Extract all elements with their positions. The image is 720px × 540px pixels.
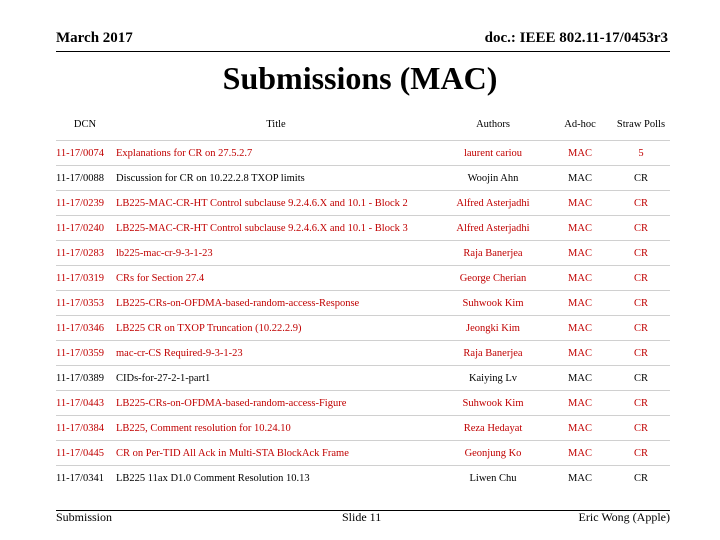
column-header-title: Title (266, 118, 286, 130)
cell-authors: Raja Banerjea (463, 347, 523, 359)
cell-straw-polls: CR (633, 397, 648, 409)
table-row (56, 191, 670, 216)
table-row (56, 216, 670, 241)
header-date: March 2017 (56, 30, 133, 46)
table-row (56, 241, 670, 266)
table-header-row (56, 108, 670, 141)
cell-dcn: 11-17/0088 (56, 172, 105, 184)
cell-authors: Alfred Asterjadhi (456, 197, 530, 209)
cell-adhoc: MAC (568, 222, 592, 234)
cell-title: LB225-MAC-CR-HT Control subclause 9.2.4.6.X and 10.1 - Block 2 (116, 197, 408, 209)
cell-authors: Geonjung Ko (464, 447, 522, 459)
table-row (56, 441, 670, 466)
cell-authors: Suhwook Kim (462, 397, 524, 409)
cell-authors: Kaiying Lv (468, 372, 518, 384)
cell-authors: Reza Hedayat (463, 422, 523, 434)
cell-adhoc: MAC (568, 322, 592, 334)
cell-title: LB225 11ax D1.0 Comment Resolution 10.13 (116, 472, 310, 484)
table-row (56, 416, 670, 441)
cell-adhoc: MAC (568, 397, 592, 409)
table-row (56, 266, 670, 291)
cell-adhoc: MAC (568, 272, 592, 284)
cell-adhoc: MAC (568, 297, 592, 309)
cell-title: mac-cr-CS Required-9-3-1-23 (116, 347, 243, 359)
cell-adhoc: MAC (568, 197, 592, 209)
cell-adhoc: MAC (568, 472, 592, 484)
cell-authors: laurent cariou (463, 147, 522, 159)
cell-straw-polls: CR (633, 447, 648, 459)
cell-authors: George Cherian (459, 272, 527, 284)
slide-title: Submissions (MAC) (222, 60, 498, 96)
cell-dcn: 11-17/0074 (56, 147, 105, 159)
cell-dcn: 11-17/0240 (56, 222, 105, 234)
cell-straw-polls: CR (633, 272, 648, 284)
cell-dcn: 11-17/0445 (56, 447, 105, 459)
cell-dcn: 11-17/0359 (56, 347, 105, 359)
cell-title: Discussion for CR on 10.22.2.8 TXOP limits (116, 172, 305, 184)
cell-title: CRs for Section 27.4 (116, 272, 205, 284)
table-row (56, 166, 670, 191)
cell-straw-polls: CR (633, 172, 648, 184)
cell-straw-polls: 5 (638, 147, 644, 159)
column-header-dcn: DCN (73, 118, 97, 130)
cell-dcn: 11-17/0443 (56, 397, 105, 409)
cell-authors: Woojin Ahn (467, 172, 519, 184)
table-row (56, 391, 670, 416)
cell-adhoc: MAC (568, 172, 592, 184)
column-header-authors: Authors (476, 118, 510, 130)
column-header-straw-polls: Straw Polls (616, 118, 666, 130)
cell-title: lb225-mac-cr-9-3-1-23 (116, 247, 213, 259)
footer-submission: Submission (56, 510, 113, 524)
cell-straw-polls: CR (633, 347, 648, 359)
cell-adhoc: MAC (568, 422, 592, 434)
cell-authors: Suhwook Kim (462, 297, 524, 309)
cell-dcn: 11-17/0389 (56, 372, 105, 384)
cell-title: CIDs-for-27-2-1-part1 (116, 372, 211, 384)
footer-author: Eric Wong (Apple) (578, 510, 670, 524)
cell-title: LB225 CR on TXOP Truncation (10.22.2.9) (116, 322, 302, 334)
cell-dcn: 11-17/0341 (56, 472, 105, 484)
cell-adhoc: MAC (568, 247, 592, 259)
cell-dcn: 11-17/0346 (56, 322, 105, 334)
cell-dcn: 11-17/0353 (56, 297, 105, 309)
table-row (56, 366, 670, 391)
cell-adhoc: MAC (568, 447, 592, 459)
cell-authors: Liwen Chu (469, 472, 517, 484)
cell-straw-polls: CR (633, 372, 648, 384)
cell-title: LB225-MAC-CR-HT Control subclause 9.2.4.6.X and 10.1 - Block 3 (116, 222, 408, 234)
header-doc-id: doc.: IEEE 802.11-17/0453r3 (484, 30, 668, 46)
cell-straw-polls: CR (633, 197, 648, 209)
cell-title: LB225-CRs-on-OFDMA-based-random-access-Response (116, 297, 360, 309)
cell-straw-polls: CR (633, 297, 648, 309)
cell-dcn: 11-17/0283 (56, 247, 105, 259)
cell-title: LB225-CRs-on-OFDMA-based-random-access-Figure (116, 397, 347, 409)
column-header-adhoc: Ad-hoc (564, 118, 596, 130)
cell-authors: Jeongki Kim (466, 322, 520, 334)
table-row (56, 341, 670, 366)
cell-title: CR on Per-TID All Ack in Multi-STA BlockAck Frame (116, 447, 349, 459)
cell-straw-polls: CR (633, 472, 648, 484)
cell-adhoc: MAC (568, 347, 592, 359)
table-row (56, 141, 670, 166)
cell-dcn: 11-17/0319 (56, 272, 105, 284)
cell-straw-polls: CR (633, 247, 648, 259)
cell-dcn: 11-17/0384 (56, 422, 105, 434)
table-body (56, 141, 670, 491)
cell-straw-polls: CR (633, 322, 648, 334)
cell-dcn: 11-17/0239 (56, 197, 105, 209)
table-row (56, 466, 670, 491)
footer-slide-number: Slide 11 (342, 510, 382, 524)
cell-adhoc: MAC (568, 147, 592, 159)
table-row (56, 291, 670, 316)
cell-straw-polls: CR (633, 422, 648, 434)
cell-authors: Raja Banerjea (463, 247, 523, 259)
cell-adhoc: MAC (568, 372, 592, 384)
submissions-table (56, 108, 670, 490)
cell-authors: Alfred Asterjadhi (456, 222, 530, 234)
cell-title: Explanations for CR on 27.5.2.7 (116, 147, 253, 159)
table-row (56, 316, 670, 341)
cell-straw-polls: CR (633, 222, 648, 234)
cell-title: LB225, Comment resolution for 10.24.10 (116, 422, 291, 434)
header-divider (56, 51, 670, 52)
